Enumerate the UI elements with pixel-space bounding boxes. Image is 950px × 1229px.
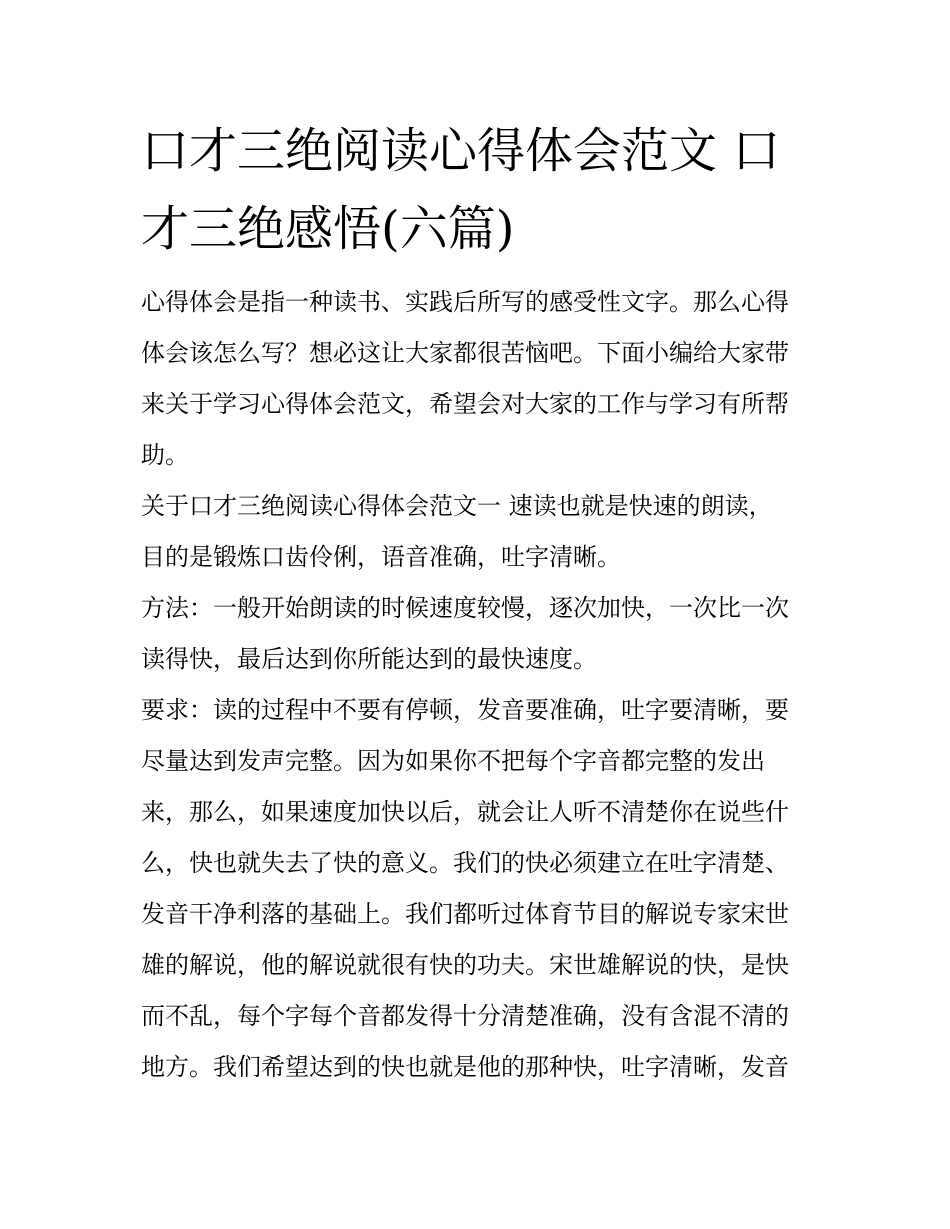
text-line: 来关于学习心得体会范文，希望会对大家的工作与学习有所帮 — [141, 390, 789, 418]
title-line: 口才三绝阅读心得体会范文 口 — [141, 123, 781, 179]
paragraph-requirements — [141, 685, 821, 1093]
text-line: 体会该怎么写？想必这让大家都很苦恼吧。下面小编给大家带 — [141, 339, 789, 367]
title-line: 才三绝感悟(六篇) — [141, 201, 515, 257]
text-line: 助。 — [141, 441, 189, 469]
text-line: 而不乱，每个字每个音都发得十分清楚准确，没有含混不清的 — [141, 1002, 789, 1030]
text-line: 雄的解说，他的解说就很有快的功夫。宋世雄解说的快，是快 — [141, 951, 789, 979]
text-line: 地方。我们希望达到的快也就是他的那种快，吐字清晰，发音 — [141, 1053, 789, 1081]
text-line: 发音干净利落的基础上。我们都听过体育节目的解说专家宋世 — [141, 900, 789, 928]
text-line: 心得体会是指一种读书、实践后所写的感受性文字。那么心得 — [141, 288, 789, 316]
text-line: 方法：一般开始朗读的时候速度较慢，逐次加快，一次比一次 — [141, 594, 789, 622]
text-line: 尽量达到发声完整。因为如果你不把每个字音都完整的发出 — [141, 747, 765, 775]
text-line: 读得快，最后达到你所能达到的最快速度。 — [141, 645, 597, 673]
text-line: 么，快也就失去了快的意义。我们的快必须建立在吐字清楚、 — [141, 849, 789, 877]
document-title — [141, 112, 821, 268]
text-line: 要求：读的过程中不要有停顿，发音要准确，吐字要清晰，要 — [141, 696, 789, 724]
document-body — [141, 277, 821, 1093]
text-line: 来，那么，如果速度加快以后，就会让人听不清楚你在说些什 — [141, 798, 789, 826]
paragraph-method — [141, 583, 821, 685]
text-line: 目的是锻炼口齿伶俐，语音准确，吐字清晰。 — [141, 543, 621, 571]
paragraph-intro — [141, 277, 821, 481]
paragraph-section-one — [141, 481, 821, 583]
text-line: 关于口才三绝阅读心得体会范文一 速读也就是快速的朗读， — [141, 492, 773, 520]
